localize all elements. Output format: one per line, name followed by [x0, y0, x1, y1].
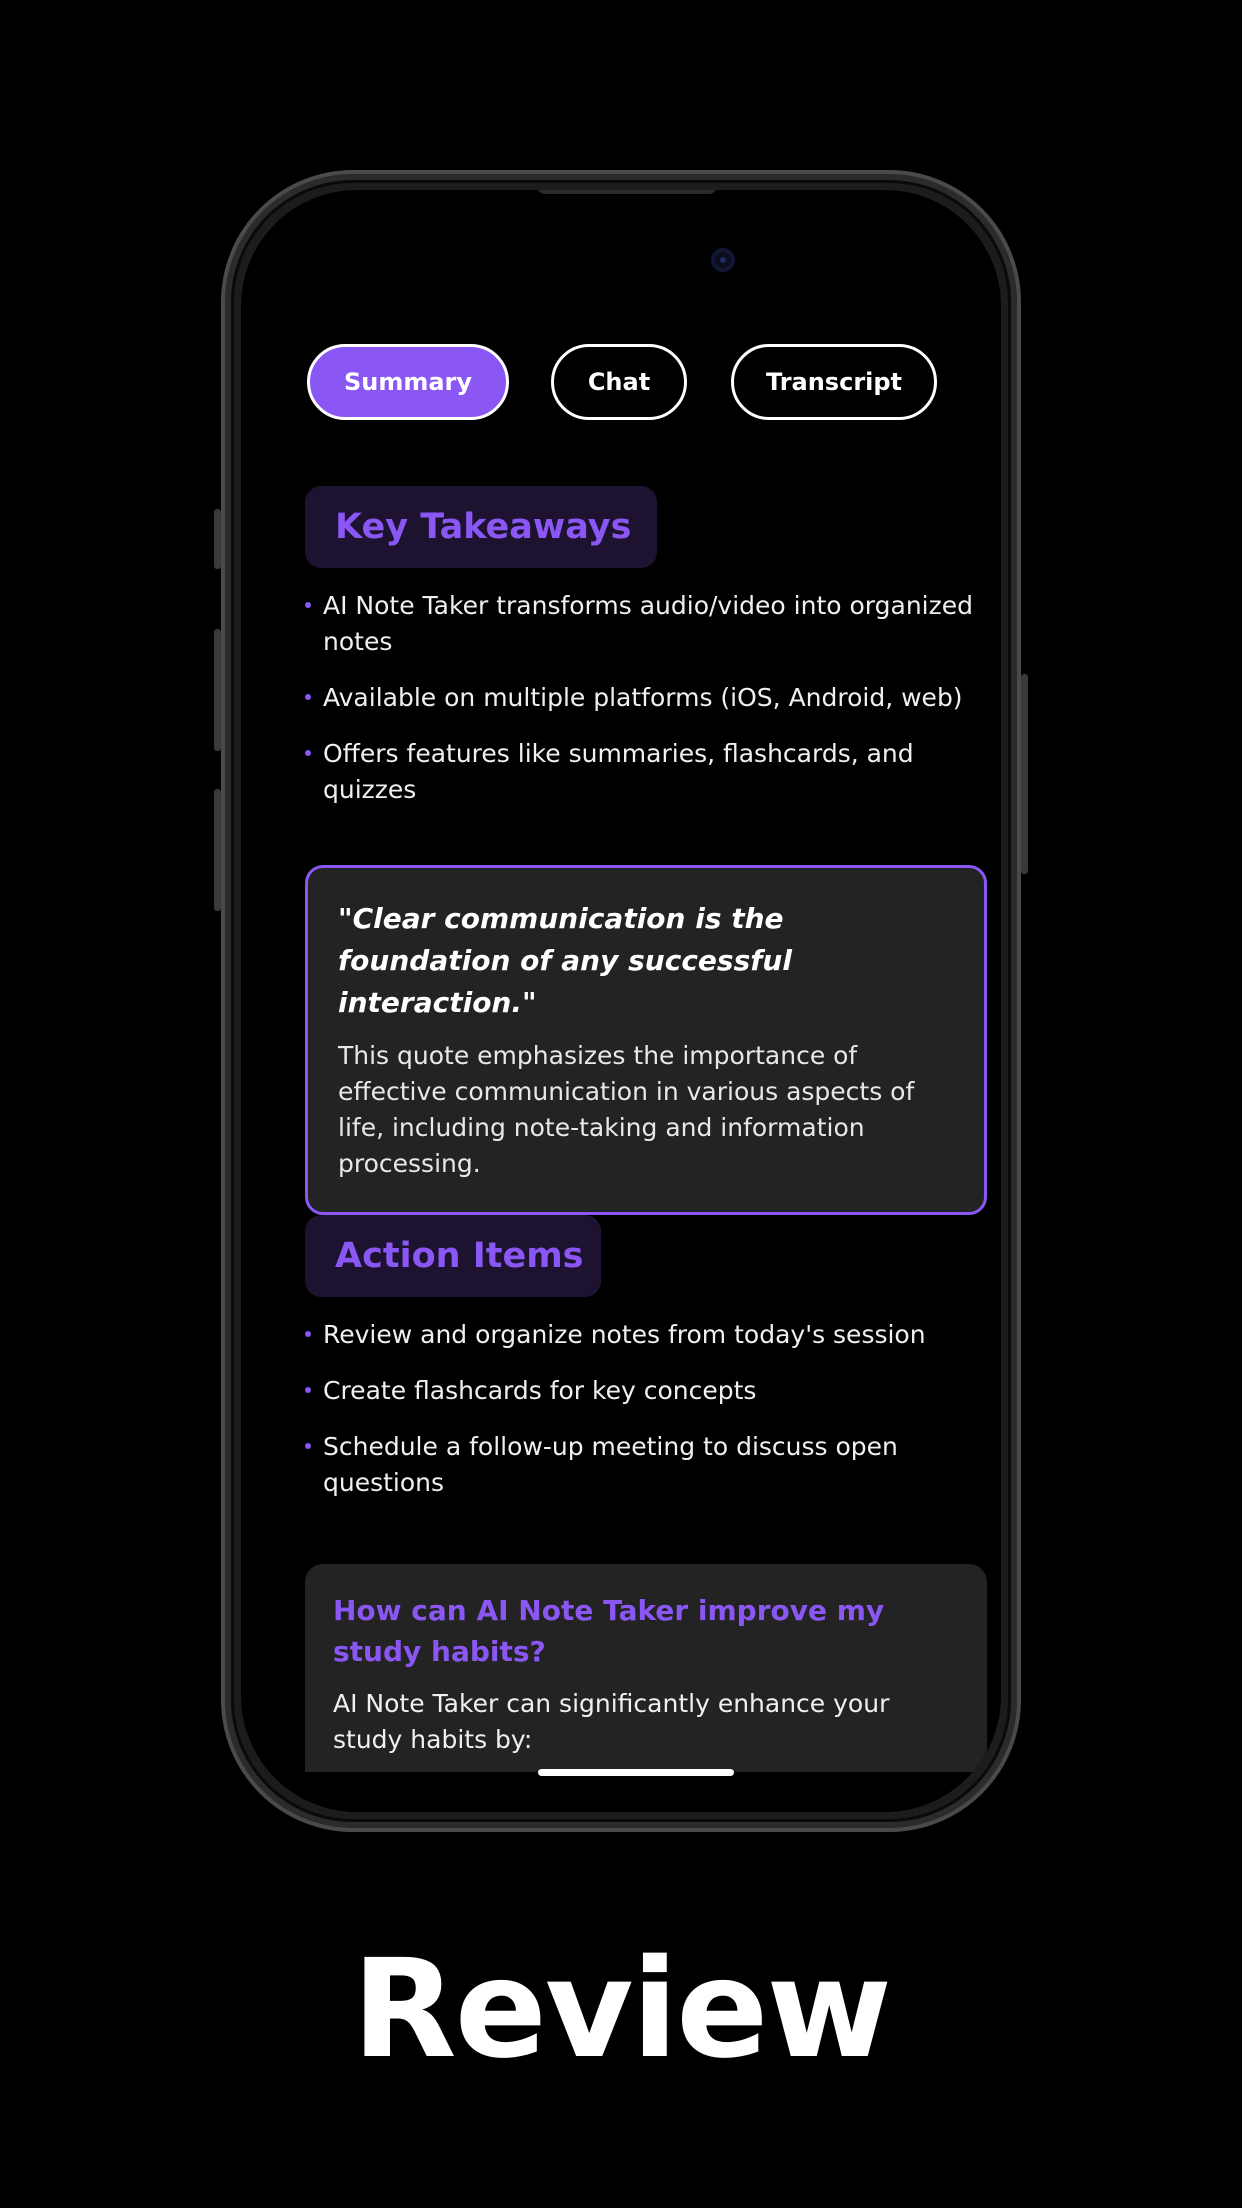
list-item — [305, 588, 987, 660]
bullet-dot-icon — [305, 1387, 311, 1393]
phone-power-button — [1021, 674, 1028, 874]
list-item-text: Review and organize notes from today's session — [323, 1320, 926, 1349]
list-item — [305, 1317, 987, 1353]
phone-volume-down-button — [214, 789, 221, 911]
front-camera-icon — [711, 248, 735, 272]
list-item-text: Schedule a follow-up meeting to discuss open questions — [323, 1432, 898, 1497]
bullet-dot-icon — [305, 602, 311, 608]
list-item — [305, 680, 987, 716]
list-item-text: Offers features like summaries, flashcards, and quizzes — [323, 739, 914, 804]
bullet-dot-icon — [305, 694, 311, 700]
list-item — [305, 1373, 987, 1409]
phone-frame — [221, 170, 1021, 1832]
quote-description: This quote emphasizes the importance of effective communication in various aspects of life, including note-taking and information processing. — [338, 1041, 915, 1178]
faq-answer: AI Note Taker can significantly enhance your study habits by: — [333, 1689, 890, 1754]
home-indicator[interactable] — [538, 1769, 734, 1776]
tab-chat[interactable]: Chat — [551, 344, 687, 420]
tab-summary[interactable]: Summary — [307, 344, 509, 420]
key-takeaways-list — [305, 588, 987, 828]
marketing-caption: Review — [351, 1931, 891, 2089]
action-items-heading: Action Items — [305, 1215, 601, 1297]
quote-card — [305, 865, 987, 1215]
speaker-notch — [537, 190, 717, 194]
bullet-dot-icon — [305, 1443, 311, 1449]
quote-text: "Clear communication is the foundation of any successful interaction." — [338, 902, 792, 1019]
list-item-text: Available on multiple platforms (iOS, Android, web) — [323, 683, 963, 712]
bullet-dot-icon — [305, 1331, 311, 1337]
list-item-text: AI Note Taker transforms audio/video into organized notes — [323, 591, 973, 656]
list-item-text: Create flashcards for key concepts — [323, 1376, 757, 1405]
phone-volume-up-button — [214, 629, 221, 751]
list-item — [305, 736, 987, 808]
action-items-list — [305, 1317, 987, 1521]
tab-transcript[interactable]: Transcript — [731, 344, 937, 420]
phone-action-button — [214, 509, 221, 569]
bullet-dot-icon — [305, 750, 311, 756]
list-item — [305, 1429, 987, 1501]
screen-bottom-area — [241, 1772, 1001, 1812]
key-takeaways-heading: Key Takeaways — [305, 486, 657, 568]
tab-bar — [241, 344, 1001, 424]
phone-screen — [241, 190, 1001, 1812]
faq-card[interactable] — [305, 1564, 987, 1784]
faq-question: How can AI Note Taker improve my study habits? — [333, 1594, 885, 1668]
